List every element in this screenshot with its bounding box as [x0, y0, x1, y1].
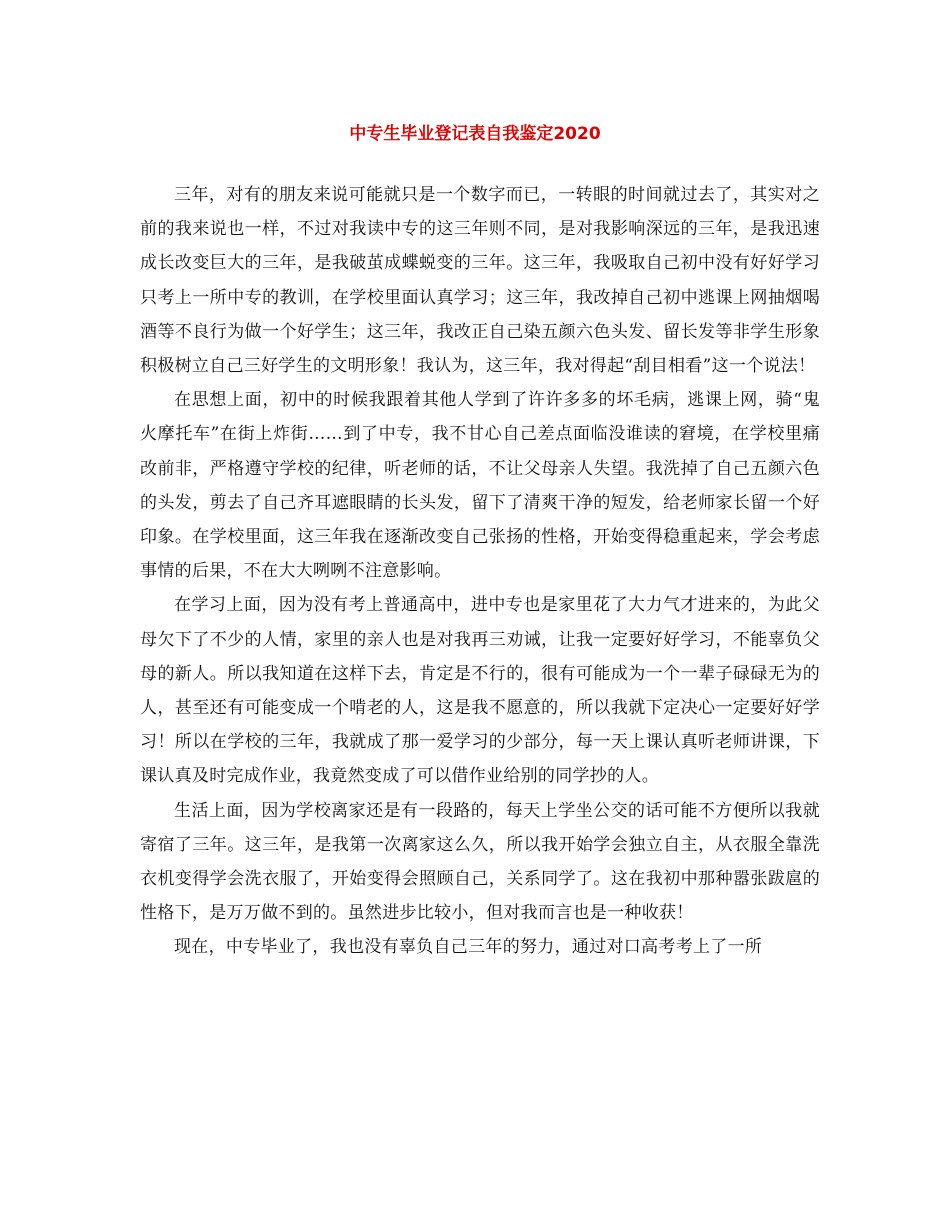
- paragraph-4: 生活上面，因为学校离家还是有一段路的，每天上学坐公交的话可能不方便所以我就寄宿了三年。这三年，是我第一次离家这么久，所以我开始学会独立自主，从衣服全靠洗衣机变得学会洗衣服了，开始变得会照顾自己，关系同学了。这在我初中那种嚣张跋扈的性格下，是万万做不到的。虽然进步比较小，但对我而言也是一种收获！: [140, 800, 820, 924]
- paragraph-3: 在学习上面，因为没有考上普通高中，进中专也是家里花了大力气才进来的，为此父母欠下了不少的人情，家里的亲人也是对我再三劝诫，让我一定要好好学习，不能辜负父母的新人。所以我知道在这样下去，肯定是不行的，很有可能成为一个一辈子碌碌无为的人，甚至还有可能变成一个啃老的人，这是我不愿意的，所以我就下定决心一定要好好学习！所以在学校的三年，我就成了那一爱学习的少部分，每一天上课认真听老师讲课，下课认真及时完成作业，我竟然变成了可以借作业给别的同学抄的人。: [140, 595, 820, 787]
- document-title: 中专生毕业登记表自我鉴定2020: [349, 124, 601, 144]
- paragraph-5: 现在，中专毕业了，我也没有辜负自己三年的努力，通过对口高考考上了一所: [174, 937, 763, 958]
- paragraph-2: 在思想上面，初中的时候我跟着其他人学到了许许多多的坏毛病，逃课上网，骑“鬼火摩托车”在街上炸街……到了中专，我不甘心自己差点面临没谁读的窘境，在学校里痛改前非，严格遵守学校的纪律，听老师的话，不让父母亲人失望。我洗掉了自己五颜六色的头发，剪去了自己齐耳遮眼睛的长头发，留下了清爽干净的短发，给老师家长留一个好印象。在学校里面，这三年我在逐渐改变自己张扬的性格，开始变得稳重起来，学会考虑事情的后果，不在大大咧咧不注意影响。: [140, 390, 820, 582]
- document-body: [140, 178, 820, 965]
- paragraph-1: 三年，对有的朋友来说可能就只是一个数字而已，一转眼的时间就过去了，其实对之前的我来说也一样，不过对我读中专的这三年则不同，是对我影响深远的三年，是我迅速成长改变巨大的三年，是我破茧成蝶蜕变的三年。这三年，我吸取自己初中没有好好学习只考上一所中专的教训，在学校里面认真学习；这三年，我改掉自己初中逃课上网抽烟喝酒等不良行为做一个好学生；这三年，我改正自己染五颜六色头发、留长发等非学生形象积极树立自己三好学生的文明形象！我认为，这三年，我对得起“刮目相看”这一个说法！: [140, 185, 820, 377]
